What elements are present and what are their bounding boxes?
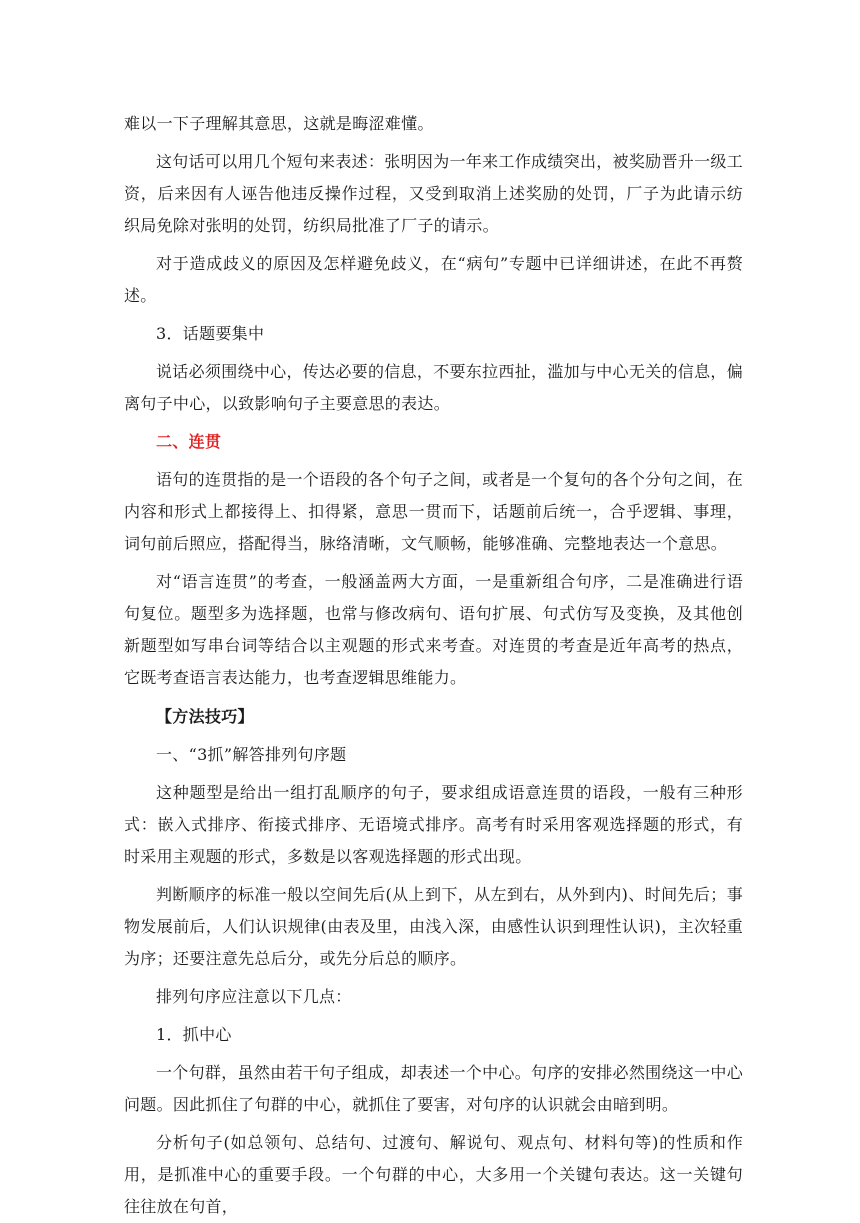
paragraph-coherence-exam: 对“语言连贯”的考查，一般涵盖两大方面，一是重新组合句序，二是准确进行语句复位。题型多为选择题，也常与修改病句、语句扩展、句式仿写及变换，及其他创新题型如写串台词等结合以主观题的形式来考查。对连贯的考查是近年高考的热点，它既考查语言表达能力，也考查逻辑思维能力。 [124, 572, 743, 687]
paragraph-continuation: 难以一下子理解其意思，这就是晦涩难懂。 [124, 114, 434, 133]
paragraph-rephrase-example: 这句话可以用几个短句来表述：张明因为一年来工作成绩突出，被奖励晋升一级工资，后来因有人诬告他违反操作过程，又受到取消上述奖励的处罚，厂子为此请示纺织局免除对张明的处罚，纺织局批准了厂子的请示。 [124, 152, 743, 235]
subheading-topic-focus: 3．话题要集中 [156, 324, 265, 343]
paragraph-grasp-center: 一个句群，虽然由若干句子组成，却表述一个中心。句序的安排必然围绕这一中心问题。因此抓住了句群的中心，就抓住了要害，对句序的认识就会由暗到明。 [124, 1063, 743, 1114]
subheading-grasp-center: 1．抓中心 [156, 1025, 232, 1044]
paragraph-sentence-analysis: 分析句子(如总领句、总结句、过渡句、解说句、观点句、材料句等)的性质和作用，是抓准中心的重要手段。一个句群的中心，大多用一个关键句表达。这一关键句往往放在句首， [124, 1133, 743, 1216]
paragraph-topic-focus: 说话必须围绕中心，传达必要的信息，不要东拉西扯，滥加与中心无关的信息，偏离句子中心，以致影响句子主要意思的表达。 [124, 362, 743, 413]
paragraph-order-points-intro: 排列句序应注意以下几点： [156, 987, 352, 1006]
paragraph-order-criteria: 判断顺序的标准一般以空间先后(从上到下，从左到右，从外到内)、时间先后；事物发展前后，人们认识规律(由表及里，由浅入深，由感性认识到理性认识)，主次轻重为序；还要注意先总后分，或先分后总的顺序。 [124, 885, 743, 968]
paragraph-ambiguity-note: 对于造成歧义的原因及怎样避免歧义，在“病句”专题中已详细讲述，在此不再赘述。 [124, 254, 743, 305]
section-heading-coherence: 二、连贯 [156, 432, 222, 451]
paragraph-coherence-definition: 语句的连贯指的是一个语段的各个句子之间，或者是一个复句的各个分句之间，在内容和形式上都接得上、扣得紧，意思一贯而下，话题前后统一，合乎逻辑、事理，词句前后照应，搭配得当，脉络清晰，文气顺畅，能够准确、完整地表达一个意思。 [124, 470, 743, 553]
subheading-three-grasps: 一、“3抓”解答排列句序题 [156, 745, 347, 764]
paragraph-question-types: 这种题型是给出一组打乱顺序的句子，要求组成语意连贯的语段，一般有三种形式：嵌入式排序、衔接式排序、无语境式排序。高考有时采用客观选择题的形式，有时采用主观题的形式，多数是以客观选择题的形式出现。 [124, 783, 743, 866]
section-heading-methods: 【方法技巧】 [156, 707, 254, 726]
